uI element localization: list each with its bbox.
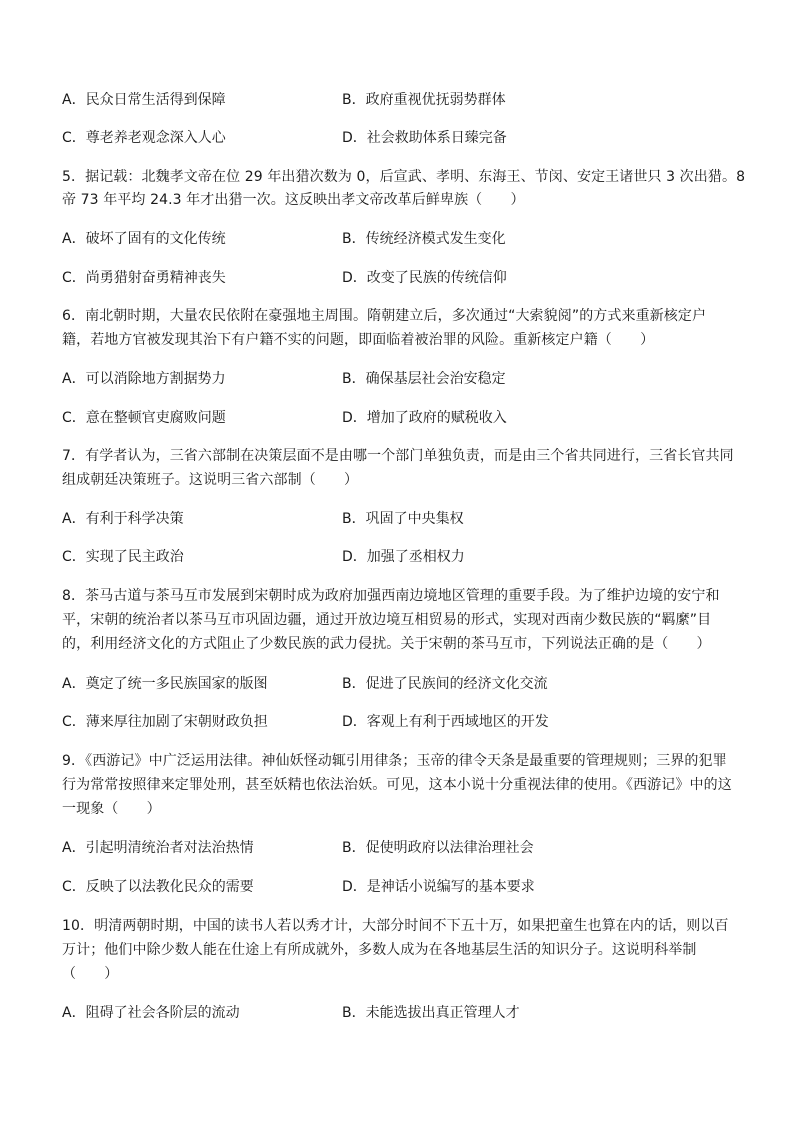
q4-option-b: B．政府重视优抚弱势群体 [342, 92, 506, 108]
q6-option-a: A．可以消除地方割据势力 [62, 371, 226, 387]
q5-option-d: D．改变了民族的传统信仰 [342, 270, 507, 286]
q4-option-a: A．民众日常生活得到保障 [62, 92, 226, 108]
q8-option-c: C．薄来厚往加剧了宋朝财政负担 [62, 714, 268, 730]
q10-stem-line-3: （ ） [62, 966, 119, 982]
q5-option-c: C．尚勇猎射奋勇精神丧失 [62, 270, 226, 286]
q8-stem-line-1: 8．茶马古道与茶马互市发展到宋朝时成为政府加强西南边境地区管理的重要手段。为了维护边境的安宁和 [62, 588, 720, 604]
q9-option-c: C．反映了以法教化民众的需要 [62, 879, 254, 895]
q6-option-d: D．增加了政府的赋税收入 [342, 410, 507, 426]
q10-stem-line-1: 10．明清两朝时期，中国的读书人若以秀才计，大部分时间不下五十万，如果把童生也算在内的话，则以百 [62, 918, 729, 934]
q8-stem-line-2: 平，宋朝的统治者以茶马互市巩固边疆，通过开放边境互相贸易的形式，实现对西南少数民族的“羁縻”目 [62, 612, 712, 628]
q4-option-d: D．社会救助体系日臻完备 [342, 130, 507, 146]
q8-option-a: A．奠定了统一多民族国家的版图 [62, 676, 268, 692]
q4-option-c: C．尊老养老观念深入人心 [62, 130, 226, 146]
q7-stem-line-2: 组成朝廷决策班子。这说明三省六部制（ ） [62, 472, 359, 488]
q9-option-d: D．是神话小说编写的基本要求 [342, 879, 535, 895]
q7-option-c: C．实现了民主政治 [62, 549, 184, 565]
q10-stem-line-2: 万计；他们中除少数人能在仕途上有所成就外，多数人成为在各地基层生活的知识分子。这说明科举制 [62, 942, 697, 958]
q7-option-a: A．有利于科学决策 [62, 511, 184, 527]
q8-option-b: B．促进了民族间的经济文化交流 [342, 676, 548, 692]
q9-stem-line-2: 行为常常按照律来定罪处刑，甚至妖精也依法治妖。可见，这本小说十分重视法律的使用。《西游记》中的这 [62, 777, 732, 793]
q5-option-b: B．传统经济模式发生变化 [342, 231, 506, 247]
q9-stem-line-3: 一现象（ ） [62, 801, 161, 817]
q9-stem-line-1: 9．《西游记》中广泛运用法律。神仙妖怪动辄引用律条；玉帝的律令天条是最重要的管理规则；三界的犯罪 [62, 753, 727, 769]
q9-option-a: A．引起明清统治者对法治热情 [62, 840, 254, 856]
q6-stem-line-2: 籍，若地方官被发现其治下有户籍不实的问题，即面临着被治罪的风险。重新核定户籍（ ） [62, 332, 655, 348]
q6-stem-line-1: 6．南北朝时期，大量农民依附在豪强地主周围。隋朝建立后，多次通过“大索貌阅”的方式来重新核定户 [62, 308, 707, 324]
q5-option-a: A．破坏了固有的文化传统 [62, 231, 226, 247]
q8-option-d: D．客观上有利于西域地区的开发 [342, 714, 549, 730]
q10-option-a: A．阻碍了社会各阶层的流动 [62, 1005, 240, 1021]
q6-option-c: C．意在整顿官吏腐败问题 [62, 410, 226, 426]
q5-stem-line-2: 帝 73 年平均 24.3 年才出猎一次。这反映出孝文帝改革后鲜卑族（ ） [62, 192, 525, 208]
q10-option-b: B．未能选拔出真正管理人才 [342, 1005, 520, 1021]
q7-option-d: D．加强了丞相权力 [342, 549, 465, 565]
q9-option-b: B．促使明政府以法律治理社会 [342, 840, 534, 856]
q8-stem-line-3: 的，利用经济文化的方式阻止了少数民族的武力侵扰。关于宋朝的茶马互市，下列说法正确的是（ ） [62, 636, 711, 652]
q7-option-b: B．巩固了中央集权 [342, 511, 464, 527]
q7-stem-line-1: 7．有学者认为，三省六部制在决策层面不是由哪一个部门单独负责，而是由三个省共同进行，三省长官共同 [62, 448, 734, 464]
q6-option-b: B．确保基层社会治安稳定 [342, 371, 506, 387]
q5-stem-line-1: 5．据记载：北魏孝文帝在位 29 年出猎次数为 0，后宣武、孝明、东海王、节闵、安定王诸世只 3 次出猎。8 [62, 169, 746, 185]
